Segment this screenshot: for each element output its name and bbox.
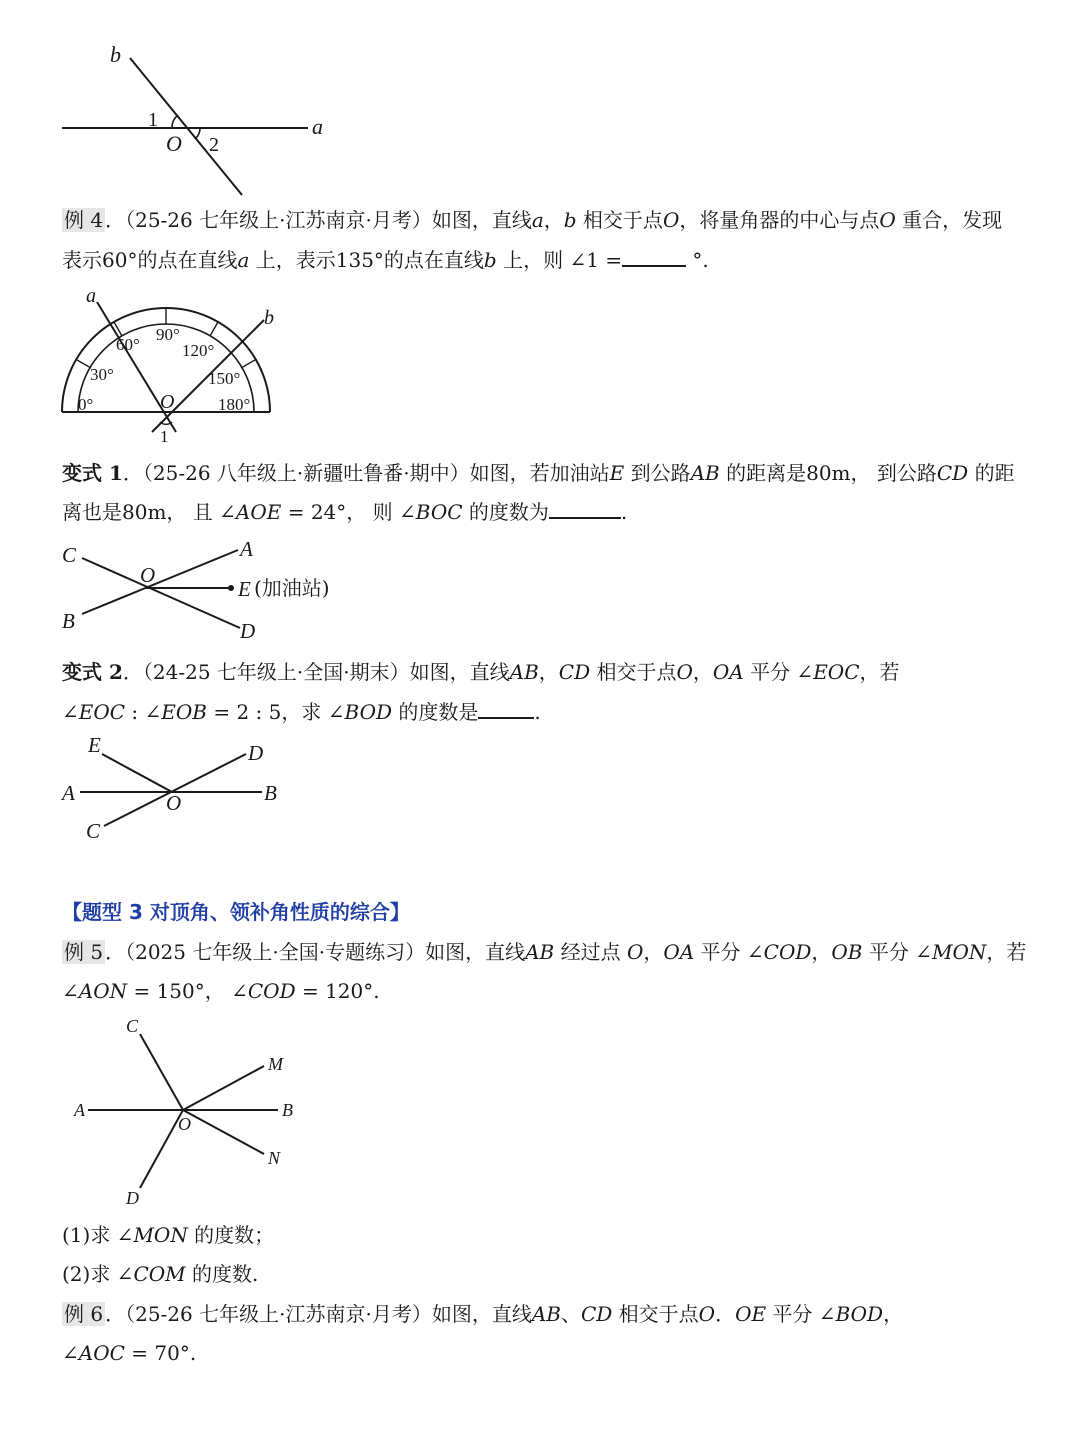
example6-tag: 例 6 bbox=[64, 1302, 104, 1326]
label-b: B bbox=[264, 781, 277, 805]
variant2-tag: 变式 2 bbox=[62, 660, 123, 684]
label-o: O bbox=[166, 131, 182, 156]
question-1: (1)求 ∠MON 的度数； bbox=[62, 1223, 275, 1247]
label-c: C bbox=[86, 819, 101, 843]
line-cd bbox=[138, 1034, 140, 1190]
variant1-line2: 离也是80m， 且 ∠AOE = 24°， 则 ∠BOC 的度数为 . bbox=[62, 500, 628, 524]
deg-180: 180° bbox=[218, 395, 251, 414]
label-e: E bbox=[88, 733, 101, 757]
variant1-line1: 变式 1．（25-26 八年级上·新疆吐鲁番·期中）如图，若加油站E 到公路AB 的距离是80m， 到公路CD 的距 bbox=[62, 461, 1015, 485]
label-d: D bbox=[240, 619, 256, 643]
label-a: A bbox=[62, 781, 75, 805]
example4-line2: 表示60°的点在直线a 上，表示135°的点在直线b 上，则 ∠1 = °. bbox=[62, 248, 709, 272]
example5-tag: 例 5 bbox=[64, 940, 104, 964]
deg-30: 30° bbox=[90, 365, 114, 384]
label-b: B bbox=[62, 609, 75, 633]
label-1: 1 bbox=[148, 109, 158, 131]
label-a: A bbox=[74, 1100, 85, 1120]
label-b: B bbox=[282, 1100, 293, 1120]
label-d: D bbox=[248, 741, 264, 765]
ray-on bbox=[183, 1110, 264, 1154]
label-b: b bbox=[264, 307, 274, 329]
ray-od bbox=[140, 1110, 183, 1188]
deg-90: 90° bbox=[156, 325, 180, 344]
example5-line2: ∠AON = 150°， ∠COD = 120°. bbox=[62, 979, 380, 1003]
label-o: O bbox=[160, 391, 175, 413]
example4-tag: 例 4 bbox=[64, 208, 104, 232]
label-n: N bbox=[268, 1148, 281, 1168]
label-a: a bbox=[86, 285, 96, 307]
label-a: a bbox=[312, 114, 323, 139]
label-d: D bbox=[126, 1188, 139, 1208]
line-cod bbox=[140, 1034, 183, 1110]
label-m: M bbox=[268, 1054, 283, 1074]
example6-line1: 例 6 ．（25-26 七年级上·江苏南京·月考）如图，直线AB、CD 相交于点O．OE 平分 ∠BOD， bbox=[64, 1302, 904, 1326]
label-o: O bbox=[166, 791, 182, 815]
deg-120: 120° bbox=[182, 341, 215, 360]
deg-60: 60° bbox=[116, 335, 140, 354]
variant2-line2: ∠EOC : ∠EOB = 2 : 5，求 ∠BOD 的度数是 . bbox=[62, 700, 541, 724]
label-c: C bbox=[126, 1016, 139, 1036]
label-o: O bbox=[178, 1114, 191, 1134]
question-2: (2)求 ∠COM 的度数. bbox=[62, 1262, 259, 1286]
deg-150: 150° bbox=[208, 369, 241, 388]
label-o: O bbox=[140, 563, 156, 587]
variant2-line1: 变式 2．（24-25 七年级上·全国·期末）如图，直线AB，CD 相交于点O，OA 平分 ∠EOC，若 bbox=[62, 660, 900, 684]
example6-line2: ∠AOC = 70°. bbox=[62, 1341, 197, 1365]
example5-line1: 例 5 ．（2025 七年级上·全国·专题练习）如图，直线AB 经过点 O，OA 平分 ∠COD，OB 平分 ∠MON，若 bbox=[64, 940, 1027, 964]
ray-om bbox=[183, 1066, 264, 1110]
label-station: (加油站) bbox=[254, 576, 330, 600]
label-a: A bbox=[240, 537, 253, 561]
deg-0: 0° bbox=[78, 395, 94, 414]
variant1-tag: 变式 1 bbox=[62, 461, 123, 485]
label-e: E bbox=[238, 577, 251, 601]
section-title: 【题型 3 对顶角、领补角性质的综合】 bbox=[62, 900, 410, 924]
label-c: C bbox=[62, 543, 77, 567]
label-b: b bbox=[110, 42, 121, 67]
label-1: 1 bbox=[160, 427, 169, 446]
label-2: 2 bbox=[209, 134, 219, 156]
example4-line1: 例 4 ．（25-26 七年级上·江苏南京·月考）如图，直线a，b 相交于点O，将量角器的中心与点O 重合，发现 bbox=[64, 208, 1003, 232]
